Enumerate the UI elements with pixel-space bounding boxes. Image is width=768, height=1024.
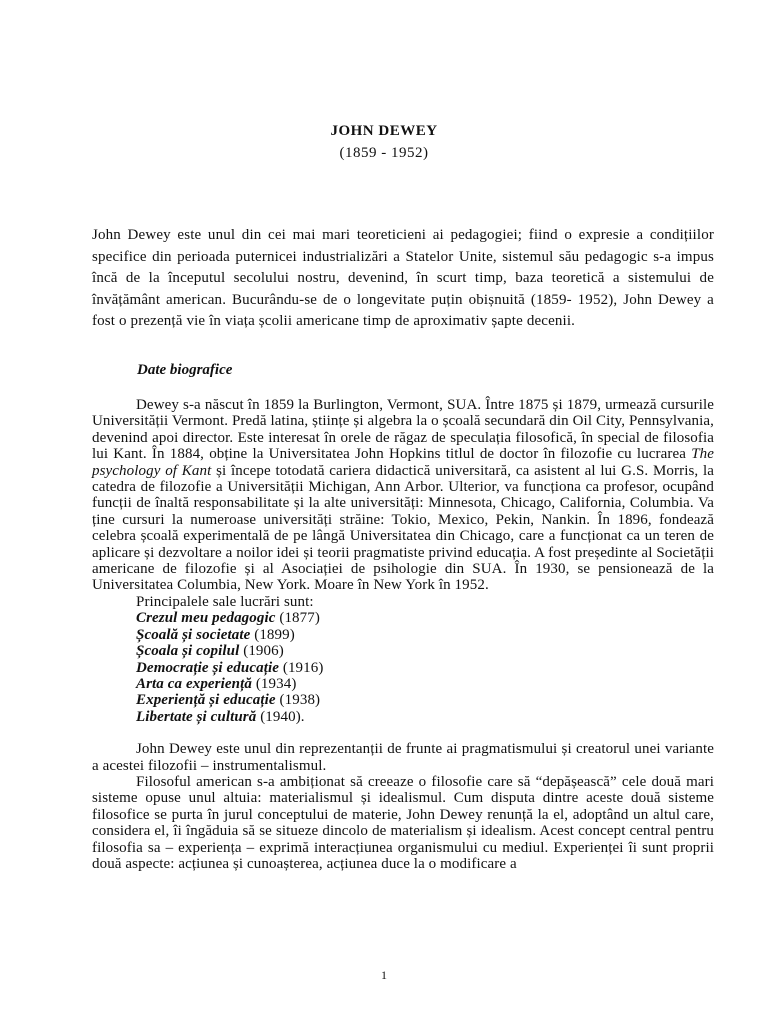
- experience-paragraph: Filosoful american s-a ambiționat să creeaze o filosofie care să “depășească” cele două mari sisteme opuse unul altuia: materialismul și idealismul. Cum disputa dintre aceste două sisteme filosofice se purta în jurul conceptului de materie, John Dewey renunță la el, adoptând un altul care, considera el, îi îngăduia să se situeze dincolo de materialism și idealism. Acest concept central pentru filosofia sa – experiența – exprimă interacțiunea organismului cu mediul. Experienței îi sunt proprii două aspecte: acțiunea și cunoașterea, acțiunea duce la o modificare a: [92, 773, 714, 872]
- work-item: [136, 627, 714, 643]
- work-title: Libertate și cultură: [136, 708, 257, 725]
- thesis-title: The psychology of Kant: [92, 446, 714, 479]
- work-item: [136, 692, 714, 708]
- page-number: 1: [381, 968, 387, 982]
- biography-section: [92, 397, 714, 872]
- work-item: [136, 709, 714, 725]
- intro-paragraph: John Dewey este unul din cei mai mari teoreticieni ai pedagogiei; fiind o expresie a condițiilor specifice din perioada puternicei industrializări a Statelor Unite, sistemul său pedagogic s-a impus încă de la începutul secolului nostru, devenind, în scurt timp, baza teoretică a sistemului de învățământ american. Bucurându-se de o longevitate puțin obișnuită (1859- 1952), John Dewey a fost o prezență vie în viața școlii americane timp de aproximativ șapte decenii.: [92, 227, 714, 330]
- work-item: [136, 610, 714, 626]
- biography-text-part2: și începe totodată cariera didactică universitară, ca asistent al lui G.S. Morris, la catedra de filozofie a Universității Michigan, Ann Arbor. Ulterior, va funcționa ca profesor, ocupând funcții de înaltă responsabilitate și la alte universități: Minnesota, Chicago, California, Columbia. Va ține cursuri la numeroase universități străine: Tokio, Mexico, Pekin, Nankin. În 1896, fondează celebra școală experimentală de pe lângă Universitatea din Chicago, care a funcționat ca un teren de aplicare și dezvoltare a noilor idei și teorii pragmatiste privind educația. A fost președinte al Societății americane de filozofie și al Asociației de psihologie din SUA. În 1930, se pensionează de la Universitatea Columbia, New York. Moare în New York în 1952.: [92, 462, 714, 594]
- work-title: Școala și copilul: [136, 643, 240, 660]
- work-year: (1899): [250, 626, 295, 643]
- work-title: Școală și societate: [136, 626, 251, 643]
- works-intro: Principalele sale lucrări sunt:: [136, 593, 314, 610]
- document-title: JOHN DEWEY: [330, 123, 438, 139]
- paragraph-spacer: [92, 725, 714, 741]
- work-title: Democrație și educație: [136, 659, 280, 676]
- work-item: [136, 643, 714, 659]
- work-year: (1940).: [256, 708, 305, 725]
- biography-paragraph: [92, 397, 714, 594]
- pragmatism-paragraph: John Dewey este unul din reprezentanții de frunte ai pragmatismului și creatorul unei variante a acestei filozofii – instrumentalismul.: [92, 741, 714, 774]
- work-year: (1877): [275, 610, 320, 627]
- works-list: [92, 610, 714, 725]
- work-item: [136, 660, 714, 676]
- work-year: (1938): [275, 692, 321, 709]
- work-year: (1906): [239, 643, 284, 660]
- life-years: (1859 - 1952): [339, 145, 429, 161]
- work-title: Crezul meu pedagogic: [136, 610, 276, 627]
- work-title: Experiență și educație: [136, 692, 276, 709]
- biography-text-part1: Dewey s-a născut în 1859 la Burlington, Vermont, SUA. Între 1875 și 1879, urmează cursurile Universității Vermont. Predă latina, științe și algebra la o școală secundară din Oil City, Pennsylvania, devenind apoi director. Este interesat în orele de răgaz de speculația filosofică, în special de filosofia lui Kant. În 1884, obține la Universitatea John Hopkins titlul de doctor în filozofie cu lucrarea: [92, 397, 714, 463]
- work-year: (1934): [251, 675, 297, 692]
- work-title: Arta ca experiență: [136, 675, 252, 692]
- section-heading: Date biografice: [137, 362, 233, 378]
- work-item: [136, 676, 714, 692]
- work-year: (1916): [279, 659, 324, 676]
